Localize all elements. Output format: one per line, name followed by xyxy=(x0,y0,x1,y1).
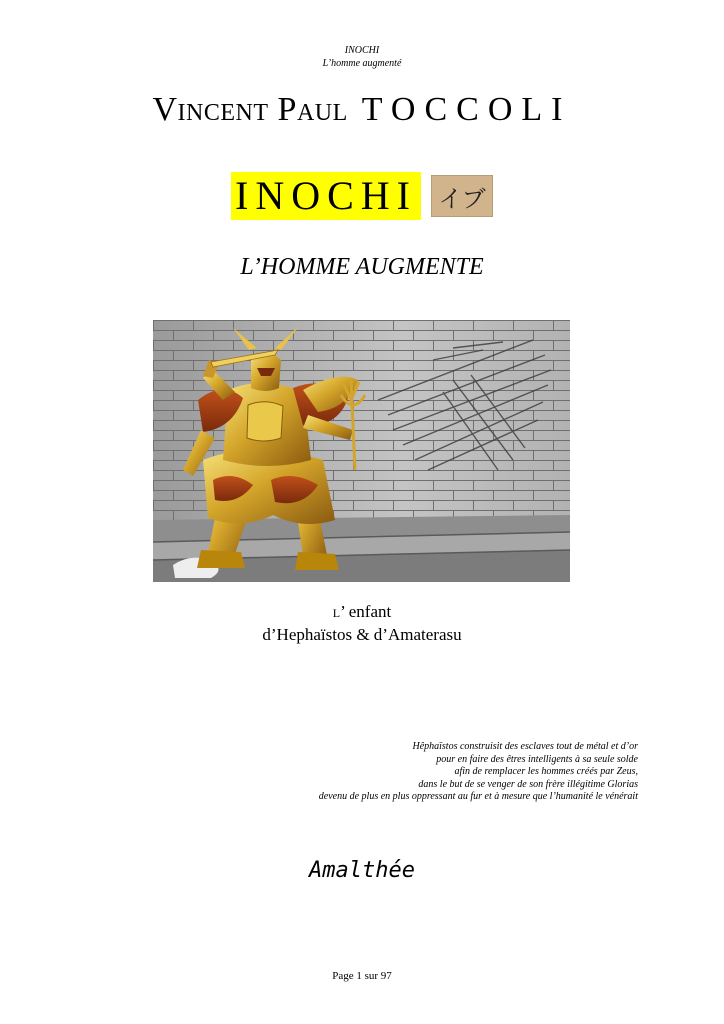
epigraph-line: devenu de plus en plus oppressant au fur et à mesure que l’humanité le vénérait xyxy=(318,791,638,803)
dedication-line-1-rest: ’ enfant xyxy=(340,602,392,621)
title-highlighted: INOCHI xyxy=(231,172,421,220)
page-number: Page 1 sur 97 xyxy=(332,970,392,982)
epigraph-line: pour en faire des êtres intelligents à sa seule solde xyxy=(436,753,638,765)
author-first-name: Vincent Paul xyxy=(152,91,348,128)
epigraph-line: afin de remplacer les hommes créés par Zeus, xyxy=(454,766,638,778)
header-title: INOCHI xyxy=(344,45,380,56)
cover-illustration xyxy=(153,320,570,582)
signature: Amalthée xyxy=(309,858,415,883)
book-subtitle: L’HOMME AUGMENTE xyxy=(240,254,484,280)
epigraph-line: dans le but de se venger de son frère illégitime Glorias xyxy=(418,778,638,790)
kana-title-image: イブ xyxy=(431,175,493,217)
author-name xyxy=(0,88,724,132)
epigraph xyxy=(319,741,638,804)
header-subtitle: L’homme augmenté xyxy=(322,58,402,69)
author-last-name: TOCCOLI xyxy=(361,91,572,128)
dedication xyxy=(0,601,724,645)
epigraph-line: Hêphaïstos construisit des esclaves tout de métal et d’or xyxy=(412,741,638,752)
dedication-lead-letter: L xyxy=(332,606,341,620)
book-title xyxy=(0,172,724,220)
running-header xyxy=(0,44,724,70)
dedication-line-2: d’Hephaïstos & d’Amaterasu xyxy=(262,625,462,644)
armored-figure-image xyxy=(153,320,570,582)
dedication-line-1 xyxy=(0,601,724,624)
